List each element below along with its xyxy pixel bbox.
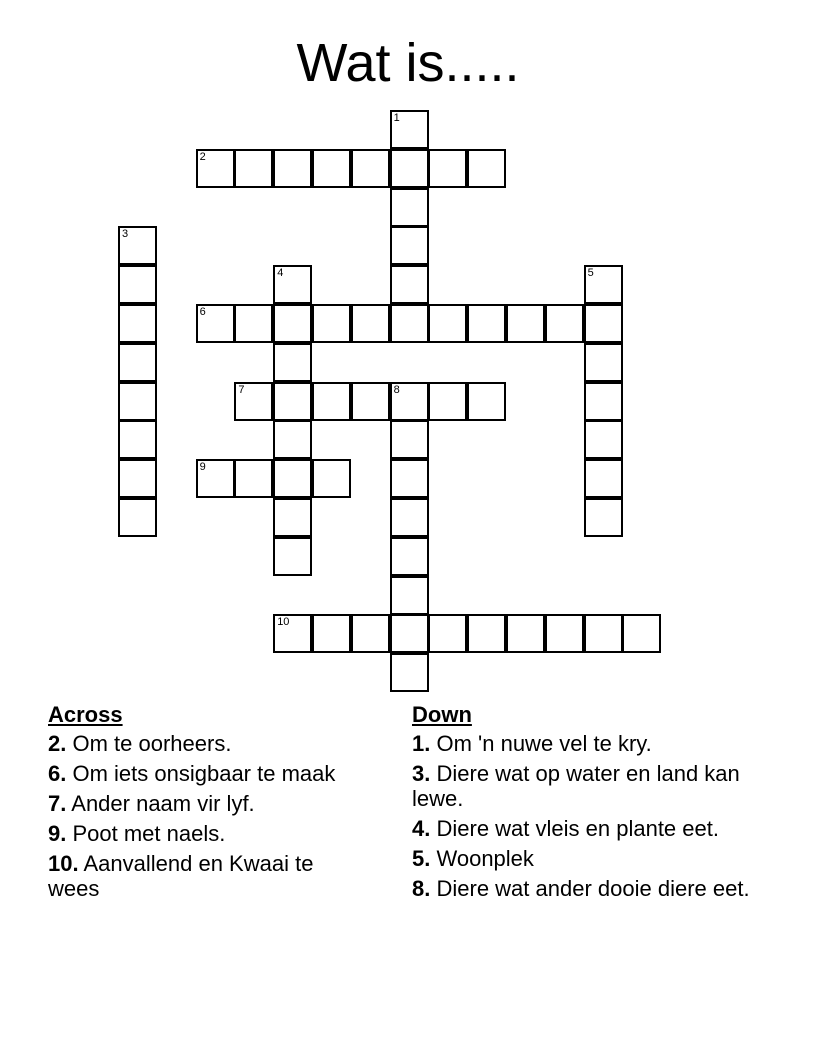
grid-cell[interactable]	[467, 149, 506, 188]
clue-text: Woonplek	[436, 846, 534, 871]
grid-cell[interactable]	[234, 304, 273, 343]
across-heading: Across	[48, 702, 123, 727]
cell-number: 5	[587, 267, 594, 280]
grid-cell[interactable]	[273, 304, 312, 343]
cell-number: 4	[277, 267, 284, 280]
grid-cell[interactable]	[196, 304, 235, 343]
grid-cell[interactable]	[118, 382, 157, 421]
grid-cell[interactable]	[273, 614, 312, 653]
grid-cell[interactable]	[118, 459, 157, 498]
clue-number: 9.	[48, 821, 67, 846]
grid-cell[interactable]	[622, 614, 661, 653]
grid-cell[interactable]	[273, 343, 312, 382]
cell-number: 6	[199, 306, 206, 318]
clue-text: Om iets onsigbaar te maak	[72, 761, 336, 786]
down-clue-1	[412, 731, 752, 756]
grid-cell[interactable]	[273, 459, 312, 498]
grid-cell[interactable]	[584, 459, 623, 498]
grid-cell[interactable]	[428, 149, 467, 188]
grid-cell[interactable]	[390, 653, 429, 692]
grid-cell[interactable]	[351, 614, 390, 653]
grid-cell[interactable]	[428, 382, 467, 421]
grid-cell[interactable]	[584, 265, 623, 304]
clue-text: Diere wat ander dooie diere eet.	[436, 876, 750, 901]
grid-cell[interactable]	[584, 343, 623, 382]
down-clue-5	[412, 846, 752, 871]
grid-cell[interactable]	[118, 226, 157, 265]
grid-cell[interactable]	[390, 576, 429, 615]
grid-cell[interactable]	[390, 188, 429, 227]
grid-cell[interactable]	[584, 420, 623, 459]
clue-number: 8.	[412, 876, 431, 901]
grid-cell[interactable]	[273, 265, 312, 304]
grid-cell[interactable]	[118, 343, 157, 382]
grid-cell[interactable]	[118, 498, 157, 537]
page-title: Wat is.....	[296, 33, 520, 93]
grid-cell[interactable]	[390, 382, 429, 421]
grid-cell[interactable]	[390, 459, 429, 498]
grid-cell[interactable]	[584, 382, 623, 421]
cell-number: 1	[393, 112, 400, 124]
clue-text: Aanvallend en Kwaai te wees	[48, 851, 314, 901]
grid-cell[interactable]	[428, 304, 467, 343]
clue-text: Ander naam vir lyf.	[71, 791, 255, 816]
grid-cell[interactable]	[312, 614, 351, 653]
across-clues	[48, 702, 368, 906]
grid-cell[interactable]	[312, 304, 351, 343]
cell-number: 3	[122, 228, 129, 241]
grid-cell[interactable]	[584, 614, 623, 653]
clue-number: 4.	[412, 816, 431, 841]
clue-number: 5.	[412, 846, 431, 871]
clue-number: 1.	[412, 731, 431, 756]
across-clue-9	[48, 821, 368, 846]
grid-cell[interactable]	[351, 382, 390, 421]
grid-cell[interactable]	[118, 265, 157, 304]
down-clues	[412, 702, 752, 906]
grid-cell[interactable]	[118, 304, 157, 343]
grid-cell[interactable]	[390, 226, 429, 265]
grid-cell[interactable]	[390, 537, 429, 576]
grid-cell[interactable]	[390, 614, 429, 653]
grid-cell[interactable]	[196, 149, 235, 188]
grid-cell[interactable]	[506, 614, 545, 653]
across-clue-7	[48, 791, 368, 816]
cell-number: 7	[238, 383, 245, 396]
grid-cell[interactable]	[118, 420, 157, 459]
grid-cell[interactable]	[234, 459, 273, 498]
grid-cell[interactable]	[312, 382, 351, 421]
grid-cell[interactable]	[390, 304, 429, 343]
grid-cell[interactable]	[584, 304, 623, 343]
clue-number: 6.	[48, 761, 67, 786]
down-clue-4	[412, 816, 752, 841]
cell-number: 9	[199, 461, 206, 474]
clue-number: 3.	[412, 761, 431, 786]
grid-cell[interactable]	[273, 498, 312, 537]
grid-cell[interactable]	[467, 382, 506, 421]
grid-cell[interactable]	[234, 149, 273, 188]
grid-cell[interactable]	[545, 304, 584, 343]
grid-cell[interactable]	[584, 498, 623, 537]
grid-cell[interactable]	[467, 614, 506, 653]
grid-cell[interactable]	[467, 304, 506, 343]
across-clue-6	[48, 761, 368, 786]
grid-cell[interactable]	[234, 382, 273, 421]
clue-number: 10.	[48, 851, 79, 876]
down-heading: Down	[412, 702, 472, 727]
grid-cell[interactable]	[351, 149, 390, 188]
grid-cell[interactable]	[273, 382, 312, 421]
across-clue-10	[48, 851, 368, 901]
clue-text: Om te oorheers.	[72, 731, 232, 756]
cell-number: 8	[393, 383, 400, 396]
across-clue-2	[48, 731, 368, 756]
clue-text: Om 'n nuwe vel te kry.	[436, 731, 652, 756]
grid-cell[interactable]	[390, 420, 429, 459]
grid-cell[interactable]	[506, 304, 545, 343]
clue-number: 7.	[48, 791, 67, 816]
cell-number: 2	[199, 150, 206, 163]
grid-cell[interactable]	[428, 614, 467, 653]
grid-cell[interactable]	[390, 498, 429, 537]
clue-number: 2.	[48, 731, 67, 756]
grid-cell[interactable]	[545, 614, 584, 653]
grid-cell[interactable]	[312, 459, 351, 498]
down-clue-8	[412, 876, 752, 901]
grid-cell[interactable]	[390, 149, 429, 188]
clue-text: Poot met naels.	[72, 821, 226, 846]
grid-cell[interactable]	[312, 149, 351, 188]
grid-cell[interactable]	[273, 149, 312, 188]
down-clue-3	[412, 761, 752, 811]
grid-cell[interactable]	[390, 265, 429, 304]
grid-cell[interactable]	[196, 459, 235, 498]
grid-cell[interactable]	[351, 304, 390, 343]
grid-cell[interactable]	[273, 537, 312, 576]
clue-text: Diere wat vleis en plante eet.	[436, 816, 719, 841]
grid-cell[interactable]	[273, 420, 312, 459]
grid-cell[interactable]	[390, 110, 429, 149]
cell-number: 10	[277, 616, 290, 629]
clue-text: Diere wat op water en land kan lewe.	[412, 761, 740, 811]
